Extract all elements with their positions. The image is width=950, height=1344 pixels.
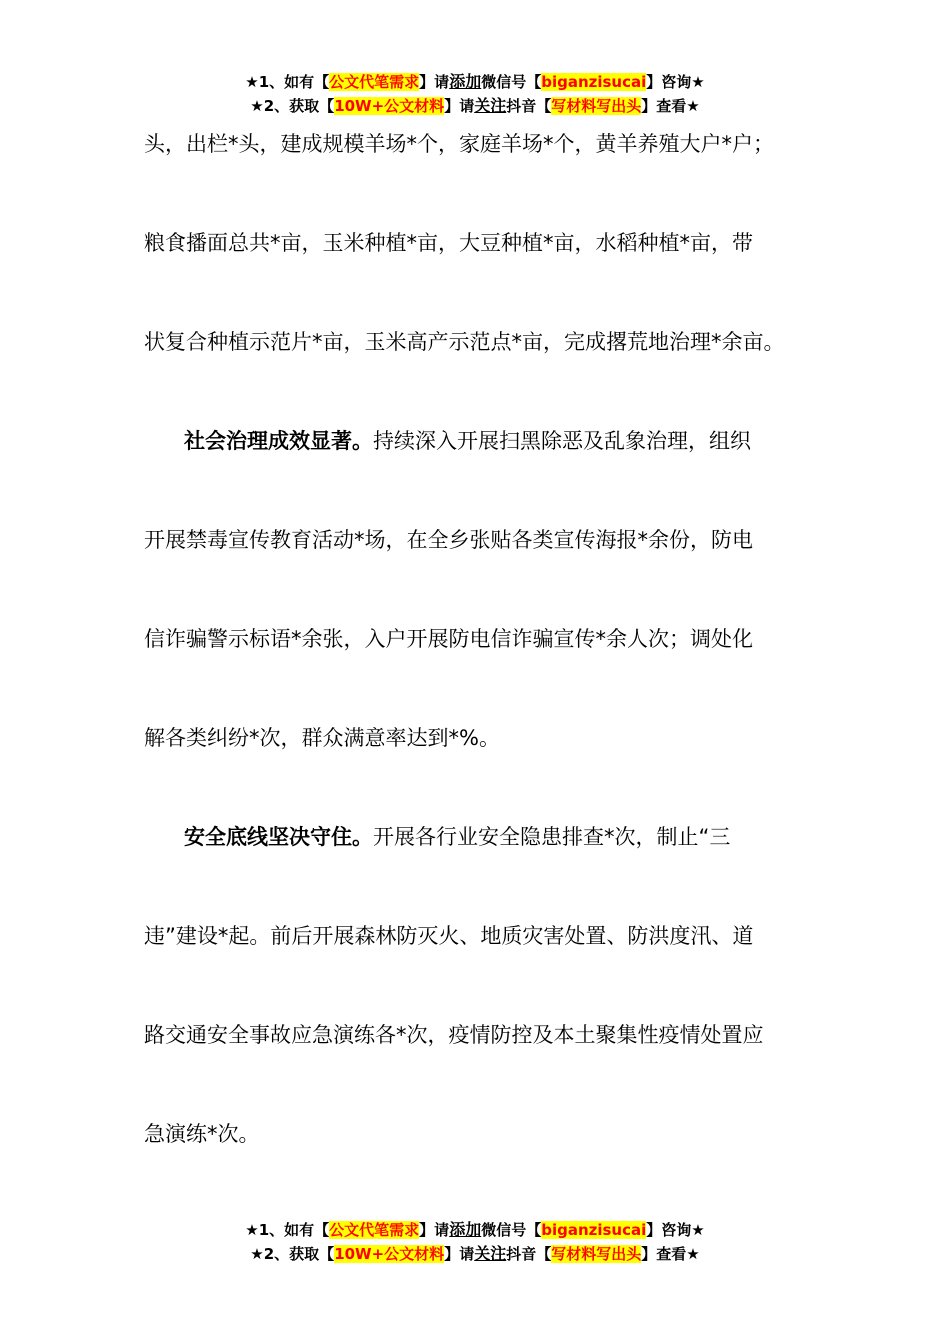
text-line: 粮食播面总共*亩，玉米种植*亩，大豆种植*亩，水稻种植*亩，带	[144, 231, 753, 255]
banner-text: 】咨询★	[646, 1221, 705, 1239]
document-body	[144, 118, 824, 1207]
banner-text: 】请	[419, 1221, 450, 1239]
footer-banner	[0, 1218, 950, 1266]
banner-text: ★1、如有【	[245, 1221, 330, 1239]
text-line: 头，出栏*头，建成规模羊场*个，家庭羊场*个，黄羊养殖大户*户；	[144, 132, 774, 156]
banner-text: 抖音【	[506, 1245, 552, 1263]
banner-text: 】请	[444, 97, 475, 115]
banner-highlight: 写材料写出头	[551, 1245, 642, 1263]
banner-highlight: biganzisucai	[541, 73, 647, 91]
text-line: 解各类纠纷*次，群众满意率达到*%。	[144, 726, 500, 750]
banner-underline: 关注	[474, 96, 507, 115]
paragraph-text: 开展各行业安全隐患排查*次，制止“三	[373, 825, 731, 849]
banner-text: ★2、获取【	[250, 97, 335, 115]
text-line: 急演练*次。	[144, 1122, 260, 1146]
banner-highlight: biganzisucai	[541, 1221, 647, 1239]
banner-text: 】请	[419, 73, 450, 91]
banner-highlight: 写材料写出头	[551, 97, 642, 115]
banner-highlight: 公文代笔需求	[329, 1221, 420, 1239]
banner-line-2	[0, 94, 950, 118]
banner-highlight: 公文代笔需求	[329, 73, 420, 91]
banner-text: 】查看★	[641, 97, 700, 115]
paragraph-first-line	[144, 811, 824, 910]
text-line: 状复合种植示范片*亩，玉米高产示范点*亩，完成撂荒地治理*余亩。	[144, 330, 785, 354]
text-line: 开展禁毒宣传教育活动*场，在全乡张贴各类宣传海报*余份，防电	[144, 528, 753, 552]
paragraph-first-line	[144, 415, 824, 514]
paragraph-text: 持续深入开展扫黑除恶及乱象治理，组织	[373, 429, 751, 453]
banner-line-1	[0, 1218, 950, 1242]
text-line: 路交通安全事故应急演练各*次，疫情防控及本土聚集性疫情处置应	[144, 1023, 764, 1047]
banner-text: 微信号【	[481, 73, 542, 91]
text-line: 违”建设*起。前后开展森林防灭火、地质灾害处置、防洪度汛、道	[144, 924, 754, 948]
banner-text: ★2、获取【	[250, 1245, 335, 1263]
banner-underline: 添加	[449, 72, 482, 91]
paragraph-lead: 安全底线坚决守住。	[184, 825, 373, 849]
banner-text: 】查看★	[641, 1245, 700, 1263]
banner-text: ★1、如有【	[245, 73, 330, 91]
header-banner	[0, 70, 950, 118]
banner-highlight: 10W+公文材料	[334, 97, 445, 115]
banner-text: 抖音【	[506, 97, 552, 115]
banner-line-2	[0, 1242, 950, 1266]
banner-highlight: 10W+公文材料	[334, 1245, 445, 1263]
banner-text: 】请	[444, 1245, 475, 1263]
banner-underline: 关注	[474, 1244, 507, 1263]
banner-line-1	[0, 70, 950, 94]
banner-underline: 添加	[449, 1220, 482, 1239]
text-line: 信诈骗警示标语*余张，入户开展防电信诈骗宣传*余人次；调处化	[144, 627, 753, 651]
banner-text: 微信号【	[481, 1221, 542, 1239]
banner-text: 】咨询★	[646, 73, 705, 91]
paragraph-lead: 社会治理成效显著。	[184, 429, 373, 453]
